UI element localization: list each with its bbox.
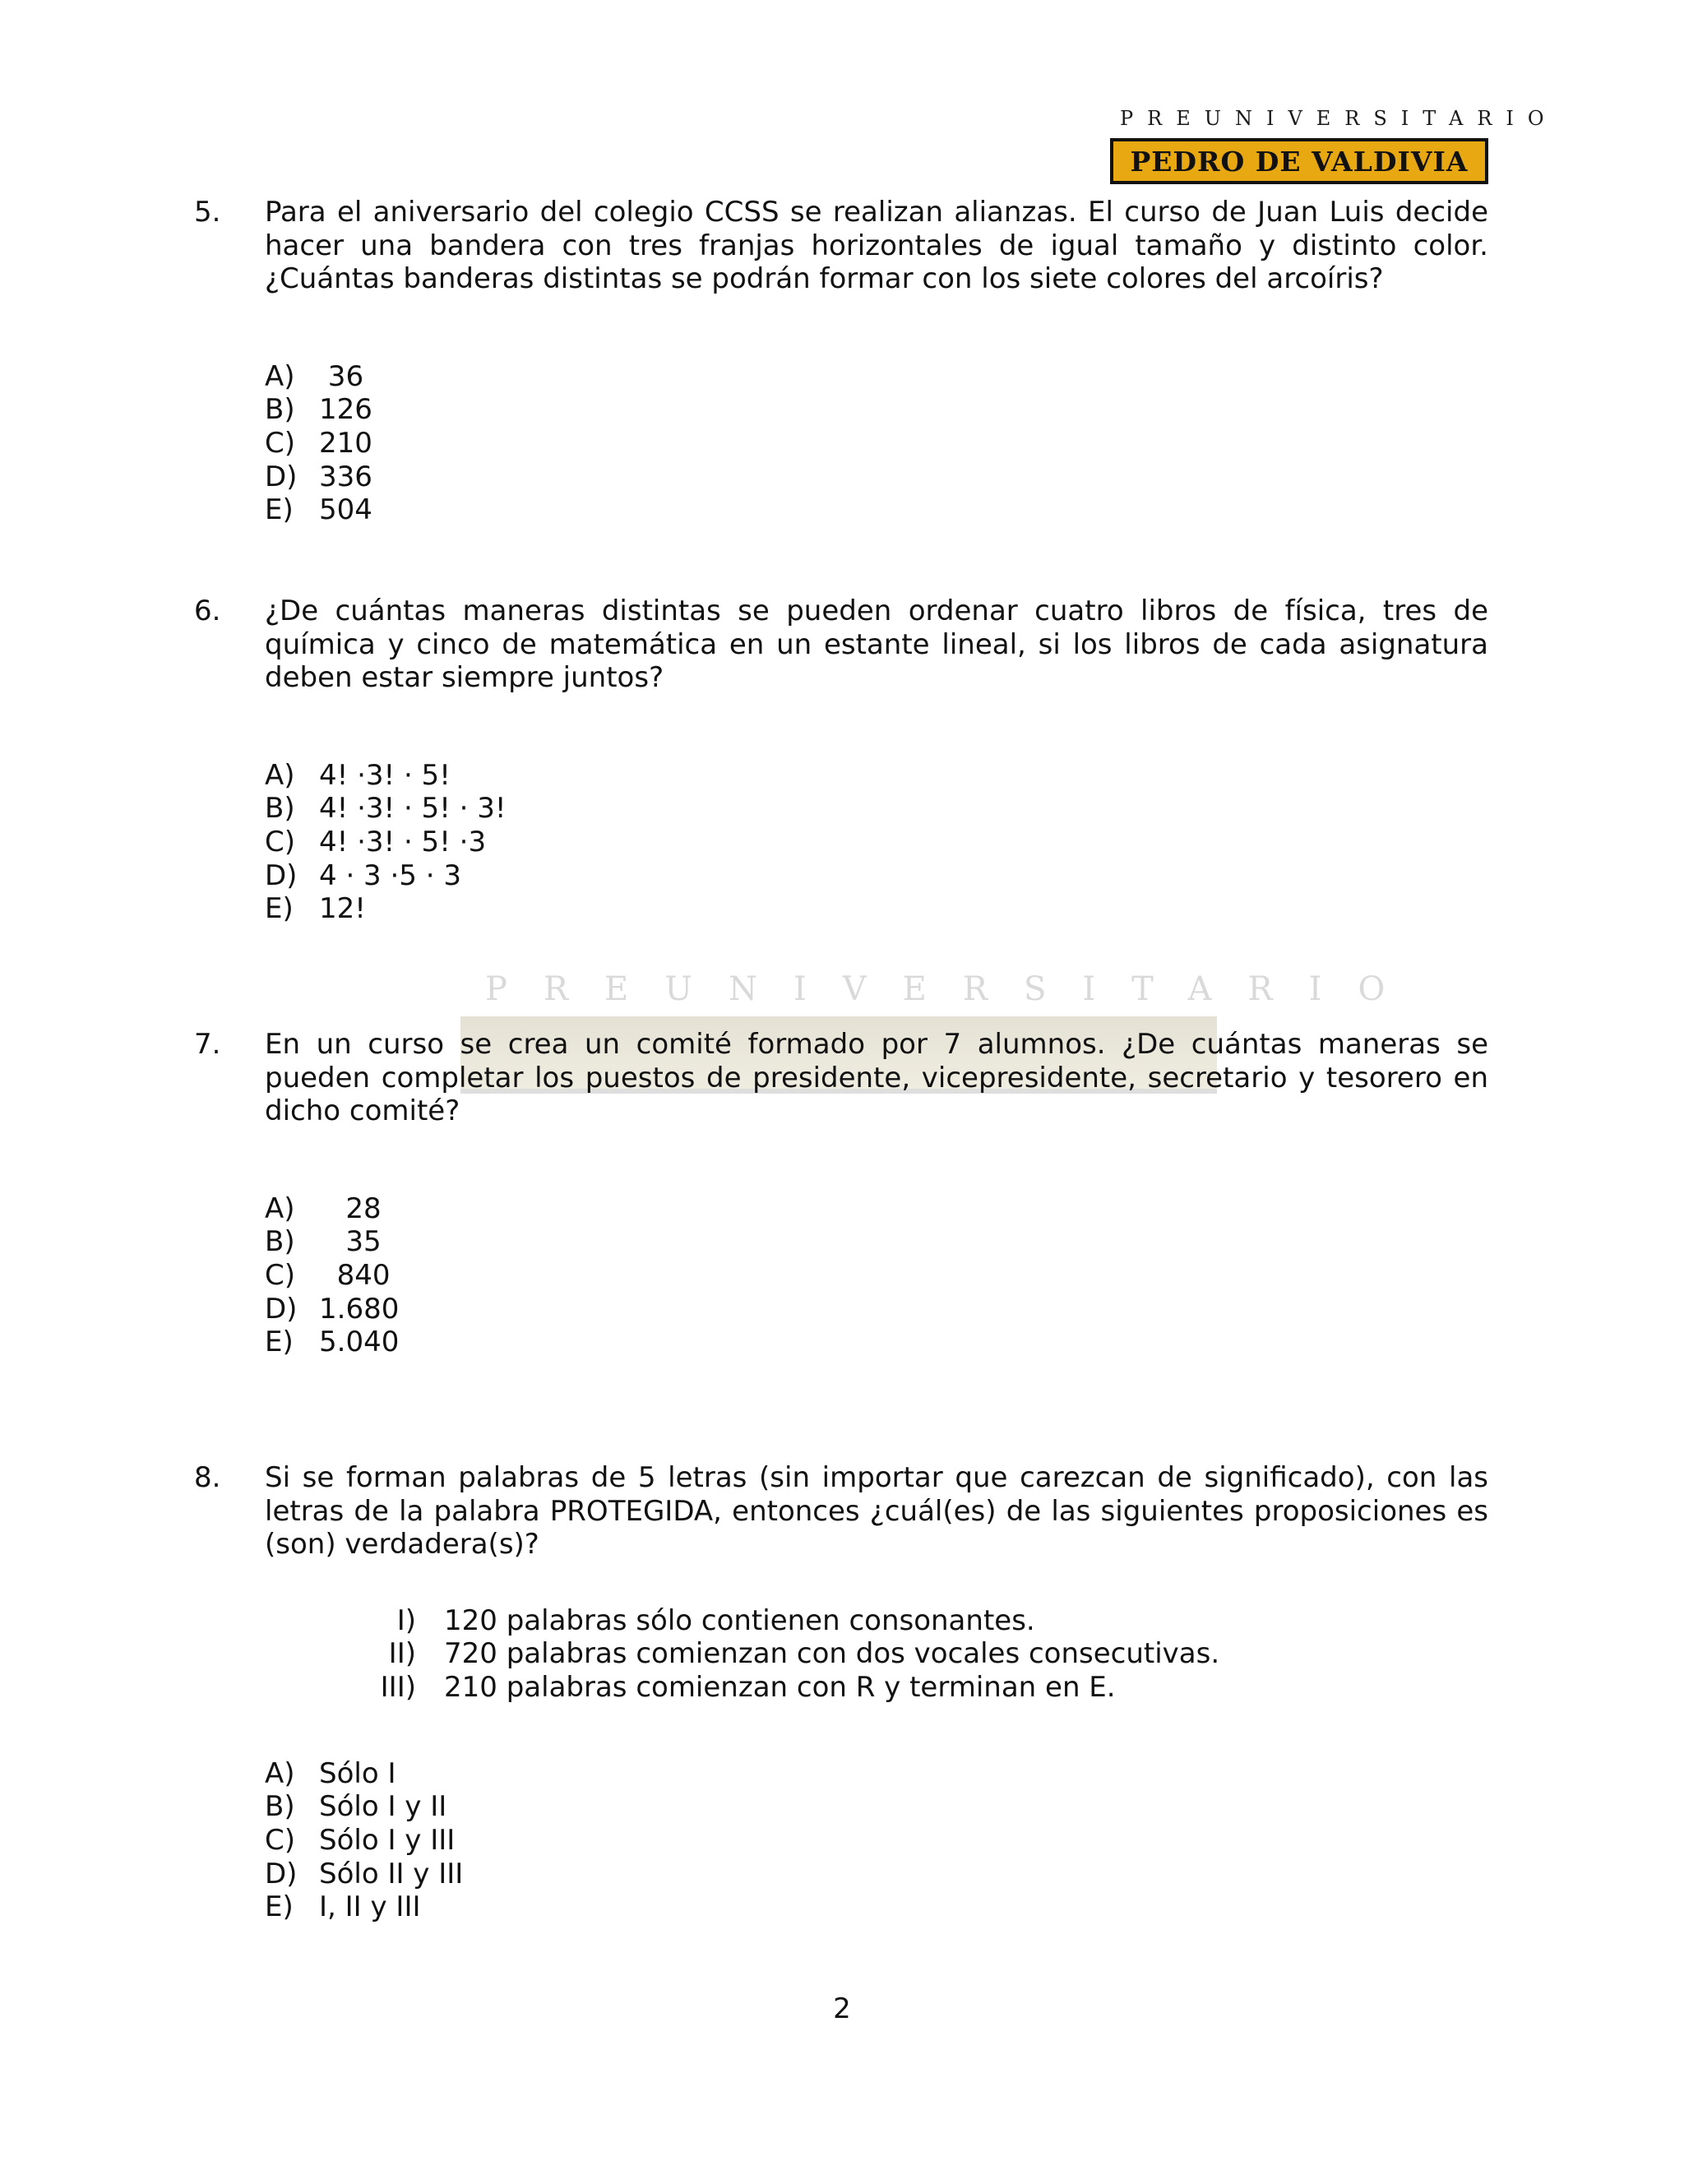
- option-b: B) 35: [265, 1225, 382, 1259]
- option-c: C) 4! ·3! · 5! ·3: [265, 825, 487, 858]
- question-number: 5.: [194, 196, 221, 229]
- option-c: C) 840: [265, 1258, 391, 1292]
- page-number: 2: [833, 1992, 851, 2025]
- answer-options: [265, 1757, 1488, 1925]
- question-text: Si se forman palabras de 5 letras (sin importar que carezcan de significado), con las letras de la palabra PROTEGIDA, entonces ¿cuál(es) de las siguientes proposiciones es (son) verdadera(s)?: [265, 1461, 1488, 1561]
- option-e: E) 12!: [265, 892, 366, 926]
- option-d: D) Sólo II y III: [265, 1857, 464, 1890]
- question-text: ¿De cuántas maneras distintas se pueden ordenar cuatro libros de física, tres de química y cinco de matemática en un estante lineal, si los libros de cada asignatura deben estar siempre juntos?: [265, 595, 1488, 694]
- logo-name: PEDRO DE VALDIVIA: [1110, 138, 1488, 184]
- logo: [1110, 107, 1558, 184]
- option-d: D) 1.680: [265, 1292, 400, 1326]
- answer-options: [265, 759, 1488, 927]
- question-5: [194, 196, 1488, 527]
- option-e: E) 5.040: [265, 1326, 400, 1359]
- option-a: A) Sólo I: [265, 1756, 396, 1790]
- option-d: D) 336: [265, 460, 372, 493]
- option-c: C) Sólo I y III: [265, 1824, 456, 1858]
- option-e: E) 504: [265, 493, 372, 527]
- answer-options: [265, 360, 1488, 528]
- question-number: 8.: [194, 1461, 221, 1494]
- statement-list: [326, 1604, 1488, 1705]
- question-number: 7.: [194, 1028, 221, 1061]
- option-a: A) 28: [265, 1191, 382, 1225]
- option-b: B) 126: [265, 393, 372, 427]
- answer-options: [265, 1192, 1488, 1360]
- question-8: [194, 1461, 1488, 1924]
- option-d: D) 4 · 3 ·5 · 3: [265, 858, 461, 892]
- option-e: E) I, II y III: [265, 1890, 421, 1924]
- option-b: B) 4! ·3! · 5! · 3!: [265, 792, 507, 826]
- statement-iii: III) 210 palabras comienzan con R y terminan en E.: [380, 1670, 1116, 1704]
- option-b: B) Sólo I y II: [265, 1790, 447, 1824]
- logo-tagline: PREUNIVERSITARIO: [1120, 107, 1558, 130]
- statement-i: I) 120 palabras sólo contienen consonantes.: [396, 1603, 1035, 1637]
- option-a: A) 36: [265, 359, 364, 393]
- question-text: En un curso se crea un comité formado por 7 alumnos. ¿De cuántas maneras se pueden completar los puestos de presidente, vicepresidente, secretario y tesorero en dicho comité?: [265, 1028, 1488, 1127]
- question-7: [194, 1028, 1488, 1359]
- question-text: Para el aniversario del colegio CCSS se realizan alianzas. El curso de Juan Luis decide hacer una bandera con tres franjas horizontales de igual tamaño y distinto color. ¿Cuántas banderas distintas se podrán formar con los siete colores del arcoíris?: [265, 196, 1488, 295]
- question-6: [194, 595, 1488, 926]
- option-a: A) 4! ·3! · 5!: [265, 758, 451, 792]
- option-c: C) 210: [265, 426, 372, 460]
- watermark-text: PREUNIVERSITARIO: [485, 970, 1422, 1008]
- statement-ii: II) 720 palabras comienzan con dos vocales consecutivas.: [388, 1637, 1220, 1671]
- question-number: 6.: [194, 595, 221, 627]
